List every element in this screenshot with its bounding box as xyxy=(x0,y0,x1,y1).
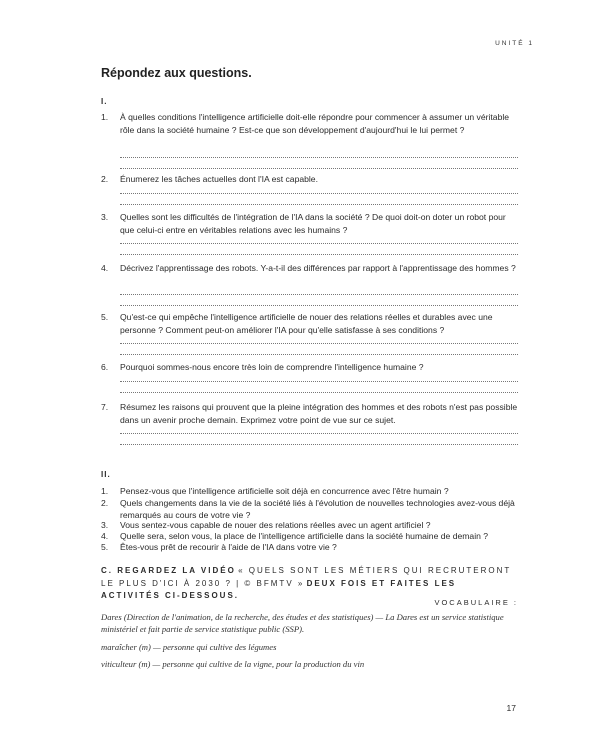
question-text: Quelle sera, selon vous, la place de l'intelligence artificielle dans la société humaine de demain ? xyxy=(120,531,489,541)
question-number: 7. xyxy=(101,402,109,412)
vocabulary-title: VOCABULAIRE : xyxy=(434,598,518,607)
answer-line[interactable] xyxy=(120,254,518,255)
question-number: 6. xyxy=(101,362,109,372)
answer-line[interactable] xyxy=(120,381,518,382)
answer-line[interactable] xyxy=(120,294,518,295)
question-number: 2. xyxy=(101,498,109,508)
question-text: À quelles conditions l'intelligence artificielle doit-elle répondre pour commencer à assumer un véritable rôle dans la société humaine ? Est-ce que son développement d'aujourd'hui le lui permet ? xyxy=(120,112,510,135)
question-text: Pourquoi sommes-nous encore très loin de comprendre l'intelligence humaine ? xyxy=(120,362,424,372)
answer-line[interactable] xyxy=(120,157,518,158)
question-number: 4. xyxy=(101,263,109,273)
answer-line[interactable] xyxy=(120,305,518,306)
answer-line[interactable] xyxy=(120,433,518,434)
question-number: 5. xyxy=(101,542,109,552)
answer-line[interactable] xyxy=(120,444,518,445)
part-1-heading: I. xyxy=(101,97,108,106)
vocabulary-entry-viticulteur: viticulteur (m) — personne qui cultive de la vigne, pour la production du vin xyxy=(101,659,365,669)
question-text: Qu'est-ce qui empêche l'intelligence artificielle de nouer des relations réelles et durables avec une personne ? Comment peut-on améliorer l'IA pour qu'elle satisfasse à ses conditions ? xyxy=(120,312,493,335)
question-text: Quels changements dans la vie de la société liés à l'évolution de nouvelles technologies avez-vous déjà remarqués au cours de votre vie ? xyxy=(120,498,515,520)
page-number: 17 xyxy=(506,703,516,713)
answer-line[interactable] xyxy=(120,168,518,169)
part-2-heading: II. xyxy=(101,470,111,479)
question-number: 5. xyxy=(101,312,109,322)
question-text: Quelles sont les difficultés de l'intégration de l'IA dans la société ? De quoi doit-on doter un robot pour que celui-ci entre en véritables relations avec les humains ? xyxy=(120,212,506,235)
question-6 xyxy=(101,361,519,374)
question-number: 3. xyxy=(101,520,109,530)
discussion-question-4 xyxy=(101,531,519,543)
question-number: 4. xyxy=(101,531,109,541)
answer-line[interactable] xyxy=(120,392,518,393)
discussion-question-3 xyxy=(101,520,519,532)
question-number: 1. xyxy=(101,486,109,496)
question-3 xyxy=(101,211,519,236)
video-title: « QUELS SONT LES MÉTIERS QUI RECRUTERONT LE PLUS D'ICI À 2030 ? | © BFMTV » xyxy=(101,566,512,588)
vocabulary-entry-maraicher: maraîcher (m) — personne qui cultive des légumes xyxy=(101,642,277,652)
answer-line[interactable] xyxy=(120,193,518,194)
question-text: Êtes-vous prêt de recourir à l'aide de l'IA dans votre vie ? xyxy=(120,542,337,552)
question-4 xyxy=(101,262,519,275)
answer-line[interactable] xyxy=(120,354,518,355)
section-c-instruction: DEUX FOIS ET FAITES LES ACTIVITÉS CI-DESSOUS. xyxy=(101,578,457,600)
question-number: 1. xyxy=(101,112,109,122)
discussion-question-5 xyxy=(101,542,519,554)
question-text: Pensez-vous que l'intelligence artificielle soit déjà en concurrence avec l'être humain ? xyxy=(120,486,449,496)
unit-label: UNITÉ 1 xyxy=(495,40,534,47)
answer-line[interactable] xyxy=(120,204,518,205)
question-text: Décrivez l'apprentissage des robots. Y-a-t-il des différences par rapport à l'apprentissage des hommes ? xyxy=(120,263,516,273)
answer-line[interactable] xyxy=(120,343,518,344)
question-text: Vous sentez-vous capable de nouer des relations réelles avec un agent artificiel ? xyxy=(120,520,431,530)
answer-line[interactable] xyxy=(120,243,518,244)
section-c-instructions xyxy=(101,565,519,603)
question-number: 2. xyxy=(101,174,109,184)
question-text: Résumez les raisons qui prouvent que la pleine intégration des hommes et des robots n'est pas possible dans un avenir proche demain. Exprimez votre point de vue sur ce sujet. xyxy=(120,402,518,425)
question-5 xyxy=(101,311,519,336)
question-7 xyxy=(101,401,519,426)
question-text: Énumerez les tâches actuelles dont l'IA est capable. xyxy=(120,174,318,184)
page-title: Répondez aux questions. xyxy=(101,66,252,80)
question-1 xyxy=(101,111,519,136)
vocabulary-entry-dares: Dares (Direction de l'animation, de la recherche, des études et des statistiques) — La Dares est un service statistique ministériel et fait partie de service statistique public (SSP). xyxy=(101,612,504,634)
discussion-question-2 xyxy=(101,498,519,521)
question-2 xyxy=(101,173,519,186)
discussion-question-1 xyxy=(101,486,519,498)
section-c-label: C. REGARDEZ LA VIDÉO xyxy=(101,566,236,575)
question-number: 3. xyxy=(101,212,109,222)
